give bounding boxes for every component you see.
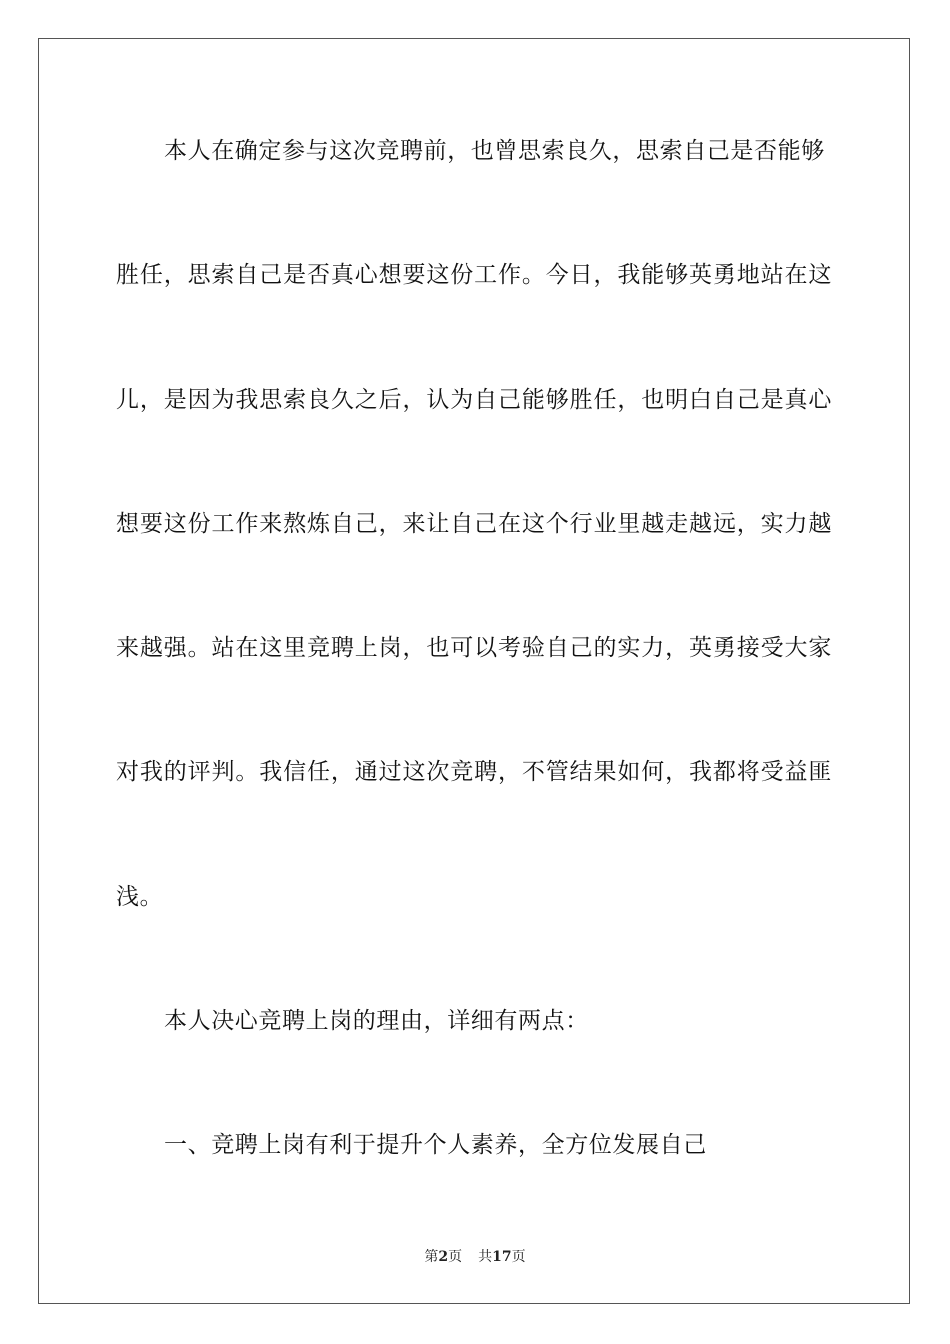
- section-heading: 一、竞聘上岗有利于提升个人素养，全方位发展自己: [164, 1132, 707, 1158]
- page-number-label: 第2页: [424, 1249, 463, 1265]
- paragraph-line: 浅。: [116, 884, 164, 910]
- paragraph-line: 本人在确定参与这次竞聘前，也曾思索良久，思索自己是否能够: [164, 138, 825, 164]
- paragraph-line: 胜任，思索自己是否真心想要这份工作。今日，我能够英勇地站在这: [116, 262, 832, 288]
- total-pages-label: 共17页: [478, 1249, 526, 1265]
- page-frame: [38, 38, 910, 1304]
- paragraph-line: 儿，是因为我思索良久之后，认为自己能够胜任，也明白自己是真心: [116, 387, 832, 413]
- page-footer: [0, 1248, 950, 1266]
- paragraph: 本人决心竞聘上岗的理由，详细有两点：: [164, 1008, 589, 1034]
- paragraph-line: 对我的评判。我信任，通过这次竞聘，不管结果如何，我都将受益匪: [116, 759, 832, 785]
- paragraph-line: 来越强。站在这里竞聘上岗，也可以考验自己的实力，英勇接受大家: [116, 635, 832, 661]
- paragraph-line: 想要这份工作来熬炼自己，来让自己在这个行业里越走越远，实力越: [116, 511, 832, 537]
